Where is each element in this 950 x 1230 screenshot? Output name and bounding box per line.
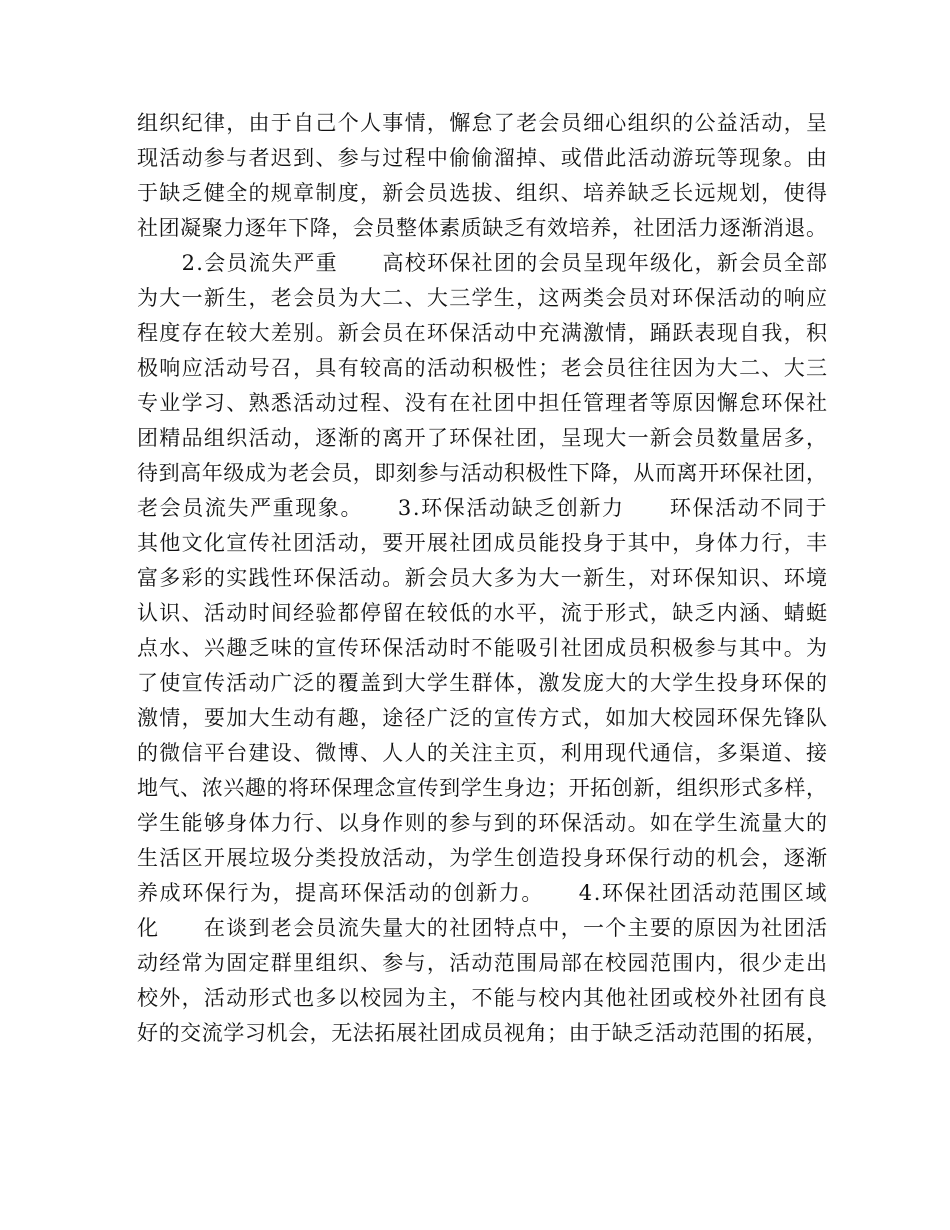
text-line: 生活区开展垃圾分类投放活动，为学生创造投身环保行动的机会，逐渐 (137, 846, 829, 870)
text-line: 富多彩的实践性环保活动。新会员大多为大一新生，对环保知识、环境 (137, 566, 829, 590)
text-line: 激情，要加大生动有趣，途径广泛的宣传方式，如加大校园环保先锋队 (137, 706, 829, 730)
text-line: 于缺乏健全的规章制度，新会员选拔、组织、培养缺乏长远规划，使得 (137, 181, 829, 205)
text-line: 社团凝聚力逐年下降，会员整体素质缺乏有效培养，社团活力逐渐消退。 (137, 216, 828, 240)
text-line: 2.会员流失严重 高校环保社团的会员呈现年级化，新会员全部 (137, 251, 829, 275)
text-line: 其他文化宣传社团活动，要开展社团成员能投身于其中，身体力行，丰 (137, 531, 829, 555)
text-line: 认识、活动时间经验都停留在较低的水平，流于形式，缺乏内涵、蜻蜓 (137, 601, 829, 625)
text-line: 现活动参与者迟到、参与过程中偷偷溜掉、或借此活动游玩等现象。由 (137, 146, 829, 170)
text-line: 专业学习、熟悉活动过程、没有在社团中担任管理者等原因懈怠环保社 (137, 391, 829, 415)
text-line: 点水、兴趣乏味的宣传环保活动时不能吸引社团成员积极参与其中。为 (137, 636, 829, 660)
text-line: 好的交流学习机会，无法拓展社团成员视角；由于缺乏活动范围的拓展， (137, 1021, 828, 1045)
text-line: 地气、浓兴趣的将环保理念宣传到学生身边；开拓创新，组织形式多样， (137, 776, 828, 800)
text-line: 团精品组织活动，逐渐的离开了环保社团，呈现大一新会员数量居多， (137, 426, 829, 450)
text-line: 为大一新生，老会员为大二、大三学生，这两类会员对环保活动的响应 (137, 286, 829, 310)
text-line: 学生能够身体力行、以身作则的参与到的环保活动。如在学生流量大的 (137, 811, 829, 835)
text-line: 化 在谈到老会员流失量大的社团特点中，一个主要的原因为社团活 (137, 916, 829, 940)
text-line: 养成环保行为，提高环保活动的创新力。 4.环保社团活动范围区域 (137, 881, 829, 905)
text-line: 动经常为固定群里组织、参与，活动范围局部在校园范围内，很少走出 (137, 951, 829, 975)
text-line: 极响应活动号召，具有较高的活动积极性；老会员往往因为大二、大三 (137, 356, 829, 380)
text-line: 了使宣传活动广泛的覆盖到大学生群体，激发庞大的大学生投身环保的 (137, 671, 829, 695)
text-line: 老会员流失严重现象。 3.环保活动缺乏创新力 环保活动不同于 (137, 496, 829, 520)
text-line: 待到高年级成为老会员，即刻参与活动积极性下降，从而离开环保社团， (137, 461, 828, 485)
text-line: 组织纪律，由于自己个人事情，懈怠了老会员细心组织的公益活动，呈 (137, 111, 829, 135)
text-line: 的微信平台建设、微博、人人的关注主页，利用现代通信，多渠道、接 (137, 741, 829, 765)
text-line: 校外，活动形式也多以校园为主，不能与校内其他社团或校外社团有良 (137, 986, 829, 1010)
text-line: 程度存在较大差别。新会员在环保活动中充满激情，踊跃表现自我，积 (137, 321, 829, 345)
